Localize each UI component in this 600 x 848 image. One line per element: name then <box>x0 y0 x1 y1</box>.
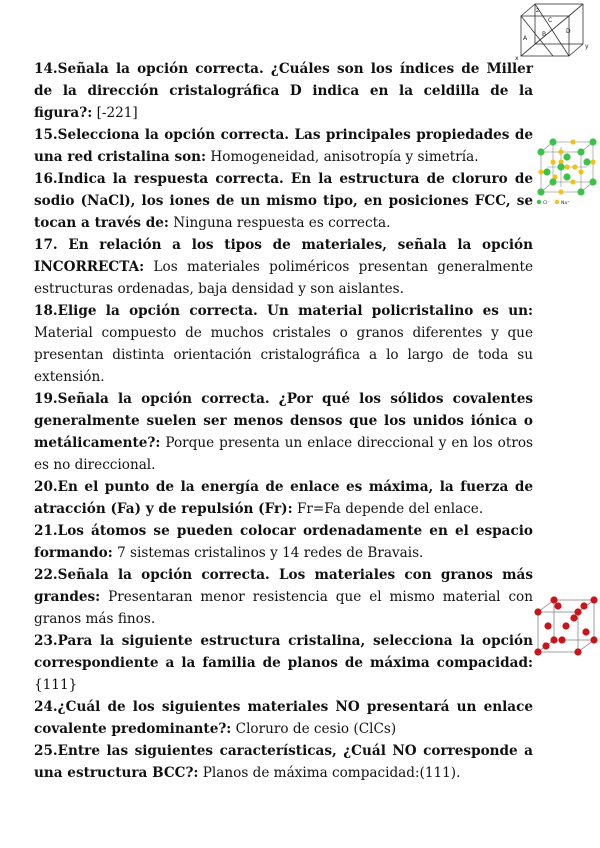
question-number: 25. <box>34 743 58 759</box>
answer-text: Fr=Fa depende del enlace. <box>296 501 484 517</box>
na-ion <box>550 159 555 164</box>
question-text: En relación a los tipos de materiales, señala la opción INCORRECTA: <box>34 237 533 275</box>
atom <box>544 622 551 629</box>
bcc-structure-figure <box>532 596 600 658</box>
miller-label-z: z <box>536 7 540 14</box>
na-ion <box>570 139 575 144</box>
question-text: Señala la opción correcta. Los materiales con granos más grandes: <box>34 567 533 605</box>
cl-ion <box>563 153 570 160</box>
question-17 <box>34 234 533 300</box>
question-22 <box>34 564 533 630</box>
question-text: Para la siguiente estructura cristalina, selecciona la opción correspondiente a la familia de planos de máxima compacidad: <box>34 633 533 671</box>
legend-na-swatch <box>555 200 559 204</box>
na-ion <box>578 169 583 174</box>
question-number: 18. <box>34 303 58 319</box>
na-ion <box>572 164 577 169</box>
answer-text: Los materiales poliméricos presentan generalmente estructuras ordenadas, baja densidad y son aislantes. <box>34 259 533 297</box>
question-15 <box>34 124 533 168</box>
answer-text: Planos de máxima compacidad:(111). <box>202 765 461 781</box>
cl-ion <box>543 168 550 175</box>
atom <box>590 596 597 603</box>
na-ion <box>570 179 575 184</box>
atom <box>574 648 581 655</box>
question-number: 24. <box>34 699 58 715</box>
question-text: Señala la opción correcta. ¿Cuáles son los índices de Miller de la dirección cristalográfica D indica en la celdilla de la figura?: <box>34 61 533 121</box>
cl-ion <box>549 178 556 185</box>
question-19 <box>34 388 533 476</box>
question-20 <box>34 476 533 520</box>
legend-na-label: Na⁺ <box>561 201 570 206</box>
question-text: Elige la opción correcta. Un material policristalino es un: <box>57 303 533 319</box>
atom <box>550 596 557 603</box>
atom <box>558 636 565 643</box>
miller-label-b: B <box>542 31 547 38</box>
atom <box>554 602 561 609</box>
question-number: 15. <box>34 127 58 143</box>
question-text: Indica la respuesta correcta. En la estructura de cloruro de sodio (NaCl), los iones de un mismo tipo, en posiciones FCC, se tocan a través de: <box>34 171 533 231</box>
answer-text: 7 sistemas cristalinos y 14 redes de Bravais. <box>117 545 424 561</box>
atom <box>580 602 587 609</box>
cl-ion <box>589 178 596 185</box>
answer-text: {111} <box>34 677 78 693</box>
answer-text: Cloruro de cesio (ClCs) <box>235 721 397 737</box>
question-25 <box>34 740 533 784</box>
atom <box>570 614 577 621</box>
miller-cell-figure <box>513 0 593 62</box>
miller-label-y: y <box>585 43 589 50</box>
cl-ion <box>577 188 584 195</box>
answer-text: Porque presenta un enlace direccional y en los otros es no direccional. <box>34 435 533 473</box>
cl-ion <box>537 148 544 155</box>
question-23 <box>34 630 533 696</box>
atom <box>550 636 557 643</box>
na-ion <box>538 169 543 174</box>
answer-text: Ninguna respuesta es correcta. <box>173 215 391 231</box>
cl-ion <box>577 148 584 155</box>
na-ion <box>558 189 563 194</box>
atom <box>534 608 541 615</box>
question-text: ¿Cuál de los siguientes materiales NO presentará un enlace covalente predominante?: <box>34 699 533 737</box>
answer-text: [-221] <box>96 105 138 121</box>
na-ion <box>558 149 563 154</box>
question-number: 19. <box>34 391 58 407</box>
cl-ion <box>583 158 590 165</box>
question-number: 14. <box>34 61 58 77</box>
atom <box>590 636 597 643</box>
atom <box>542 642 549 649</box>
atom <box>562 622 569 629</box>
question-number: 20. <box>34 479 58 495</box>
atom <box>534 648 541 655</box>
question-24 <box>34 696 533 740</box>
question-text: Los átomos se pueden colocar ordenadamente en el espacio formando: <box>34 523 533 561</box>
question-21 <box>34 520 533 564</box>
question-text: Entre las siguientes características, ¿Cuál NO corresponde a una estructura BCC?: <box>34 743 533 781</box>
cl-ion <box>537 188 544 195</box>
question-list <box>34 58 533 784</box>
miller-label-d: D <box>566 28 571 35</box>
answer-text: Material compuesto de muchos cristales o granos diferentes y que presentan distinta orientación cristalográfica a lo largo de toda su extensión. <box>34 325 533 385</box>
miller-label-a: A <box>523 35 528 42</box>
question-text: Señala la opción correcta. ¿Por qué los sólidos covalentes generalmente suelen ser menos densos que los unidos iónica o metálicamente?: <box>34 391 533 451</box>
atom <box>574 608 581 615</box>
na-ion <box>564 164 569 169</box>
miller-label-c: C <box>548 17 553 24</box>
legend-cl-label: Cl⁻ <box>543 201 550 206</box>
question-number: 16. <box>34 171 58 187</box>
cl-ion <box>563 173 570 180</box>
answer-text: Homogeneidad, anisotropía y simetría. <box>210 149 479 165</box>
question-number: 23. <box>34 633 58 649</box>
cl-ion <box>557 163 564 170</box>
atom <box>582 628 589 635</box>
na-ion <box>590 159 595 164</box>
legend-cl-swatch <box>537 200 541 204</box>
question-number: 17. <box>34 237 69 253</box>
cl-ion <box>589 138 596 145</box>
question-text: Selecciona la opción correcta. Las principales propiedades de una red cristalina son: <box>34 127 533 165</box>
miller-label-x: x <box>515 55 519 62</box>
question-number: 21. <box>34 523 58 539</box>
question-16 <box>34 168 533 234</box>
nacl-structure-figure <box>533 138 599 208</box>
question-14 <box>34 58 533 124</box>
question-text: En el punto de la energía de enlace es máxima, la fuerza de atracción (Fa) y de repulsión (Fr): <box>34 479 533 517</box>
cl-ion <box>549 138 556 145</box>
question-number: 22. <box>34 567 58 583</box>
answer-text: Presentaran menor resistencia que el mismo material con granos más finos. <box>34 589 533 627</box>
question-18 <box>34 300 533 388</box>
